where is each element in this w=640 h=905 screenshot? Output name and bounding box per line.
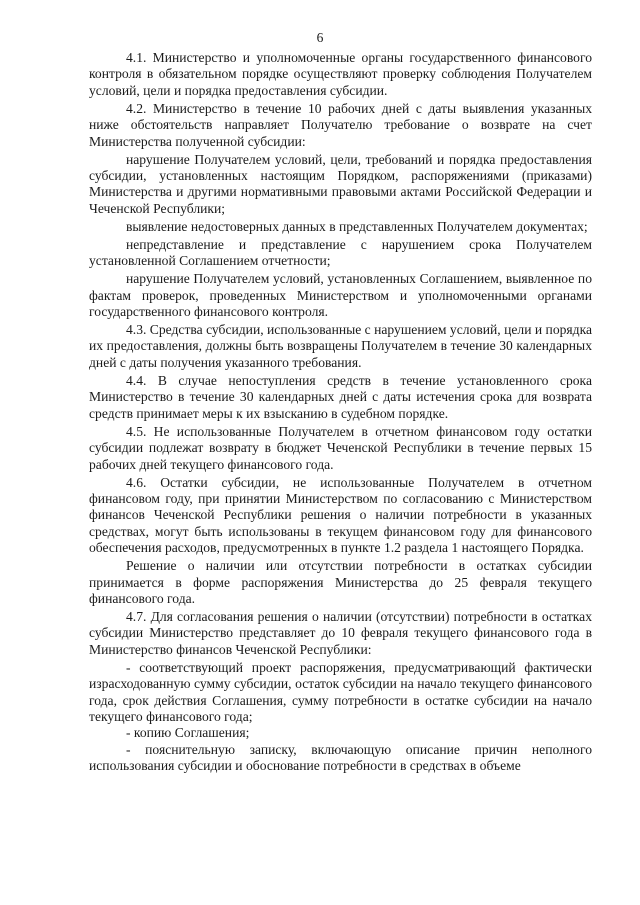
list-item-agreement-copy: - копию Соглашения; [126, 725, 250, 741]
list-item-false-data: выявление недостоверных данных в представленных Получателем документах; [126, 218, 588, 234]
paragraph-4-1: 4.1. Министерство и уполномоченные органы государственного финансового контроля в обязательном порядке осуществляют проверку соблюдения Получателем условий, цели и порядка предоставления субсидии. [89, 50, 592, 98]
list-item-explanatory-note: - пояснительную записку, включающую описание причин неполного использования субсидии и обоснование потребности в средствах в объеме [89, 741, 592, 774]
paragraph-4-6: 4.6. Остатки субсидии, не использованные Получателем в отчетном финансовом году, при принятии Министерством по согласованию с Министерством финансов Чеченской Республики решения о наличии потребности в указанных средствах, могут быть использованы в текущем финансовом году для финансового обеспечения расходов, предусмотренных в пункте 1.2 раздела 1 настоящего Порядка. [89, 474, 592, 556]
list-item-reporting: непредставление и представление с нарушением срока Получателем установленной Соглашением отчетности; [89, 236, 592, 269]
paragraph-4-4: 4.4. В случае непоступления средств в течение установленного срока Министерство в течение 30 календарных дней с даты истечения срока для возврата средств принимает меры к их взысканию в судебном порядке. [89, 372, 592, 421]
list-item-audit-findings: нарушение Получателем условий, установленных Соглашением, выявленное по фактам проверок, проведенных Министерством и уполномоченными органами государственного финансового контроля. [89, 271, 592, 320]
paragraph-4-3: 4.3. Средства субсидии, использованные с нарушением условий, цели и порядка их предоставления, должны быть возвращены Получателем в течение 30 календарных дней с даты получения указанного требования. [89, 322, 593, 370]
document-body [89, 50, 592, 775]
paragraph-4-7: 4.7. Для согласования решения о наличии (отсутствии) потребности в остатках субсидии Министерство представляет до 10 февраля текущего финансового года в Министерство финансов Чеченской Республики: [89, 608, 592, 657]
list-item-draft-order: - соответствующий проект распоряжения, предусматривающий фактически израсходованную сумму субсидии, остаток субсидии на начало текущего финансового года, срок действия Соглашения, сумму потребности в остатке субсидии на начало текущего финансового года; [89, 659, 592, 724]
paragraph-4-2: 4.2. Министерство в течение 10 рабочих дней с даты выявления указанных ниже обстоятельств направляет Получателю требование о возврате на счет Министерства полученной субсидии: [89, 100, 592, 149]
paragraph-4-5: 4.5. Не использованные Получателем в отчетном финансовом году остатки субсидии подлежат возврату в бюджет Чеченской Республики в течение первых 15 рабочих дней текущего финансового года. [89, 423, 592, 472]
list-item-violation: нарушение Получателем условий, цели, требований и порядка предоставления субсидии, установленных настоящим Порядком, распоряжениями (приказами) Министерства и другими нормативными правовыми актами Российской Федерации и Чеченской Республики; [89, 151, 592, 216]
page-number: 6 [316, 30, 324, 45]
paragraph-decision: Решение о наличии или отсутствии потребности в остатках субсидии принимается в форме распоряжения Министерства до 25 февраля текущего финансового года. [89, 558, 592, 606]
